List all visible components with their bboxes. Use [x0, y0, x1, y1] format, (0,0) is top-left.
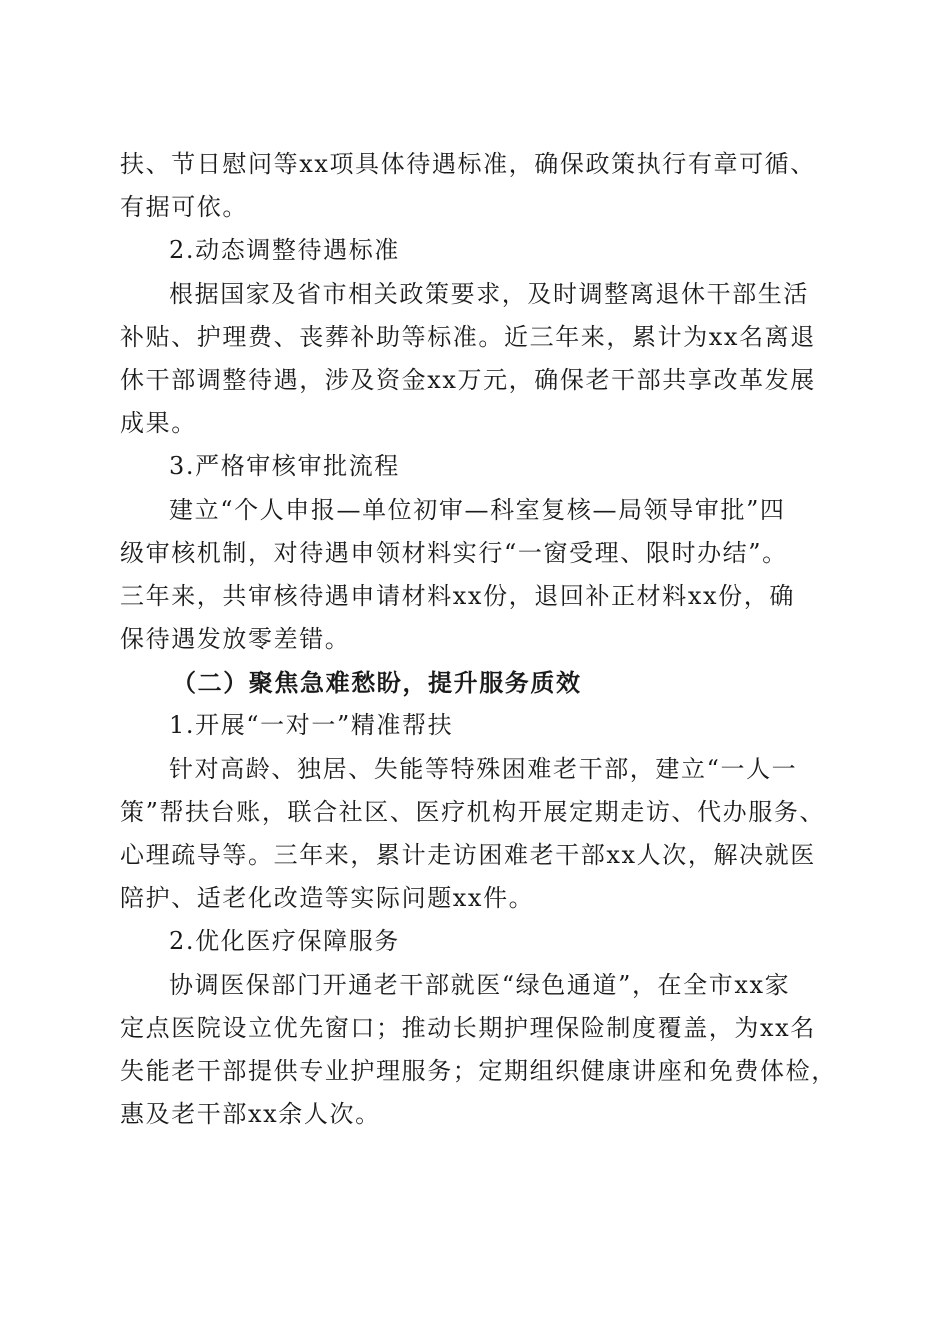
- subsection-heading: 1.开展“一对一”精准帮扶: [169, 711, 454, 740]
- paragraph-line: 扶、节日慰问等xx项具体待遇标准，确保政策执行有章可循、: [120, 150, 816, 178]
- paragraph-line: 休干部调整待遇，涉及资金xx万元，确保老干部共享改革发展: [120, 365, 816, 394]
- paragraph-line: 保待遇发放零差错。: [120, 625, 351, 654]
- subsection-heading: 3.严格审核审批流程: [169, 452, 400, 481]
- paragraph-line: 针对高龄、独居、失能等特殊困难老干部，建立“一人一: [169, 754, 798, 783]
- section-heading: （二）聚焦急难愁盼，提升服务质效: [172, 668, 582, 698]
- paragraph-line: 有据可依。: [120, 193, 248, 222]
- subsection-heading: 2.优化医疗保障服务: [169, 927, 400, 956]
- paragraph-line: 失能老干部提供专业护理服务；定期组织健康讲座和免费体检，: [120, 1056, 837, 1085]
- paragraph-line: 协调医保部门开通老干部就医“绿色通道”，在全市xx家: [169, 970, 791, 999]
- paragraph-line: 根据国家及省市相关政策要求，及时调整离退休干部生活: [169, 279, 809, 308]
- document-body: [120, 143, 837, 1136]
- paragraph-line: 三年来，共审核待遇申请材料xx份，退回补正材料xx份，确: [120, 581, 795, 610]
- paragraph-line: 成果。: [120, 409, 197, 438]
- paragraph-line: 补贴、护理费、丧葬补助等标准。近三年来，累计为xx名离退: [120, 322, 816, 351]
- paragraph-line: 策”帮扶台账，联合社区、医疗机构开展定期走访、代办服务、: [120, 797, 826, 826]
- paragraph-line: 惠及老干部xx余人次。: [120, 1100, 381, 1129]
- paragraph-line: 定点医院设立优先窗口；推动长期护理保险制度覆盖，为xx名: [120, 1013, 816, 1042]
- subsection-heading: 2.动态调整待遇标准: [169, 236, 400, 265]
- paragraph-line: 建立“个人申报—单位初审—科室复核—局领导审批”四: [169, 495, 786, 524]
- paragraph-line: 级审核机制，对待遇申领材料实行“一窗受理、限时办结”。: [120, 538, 788, 567]
- paragraph-line: 心理疏导等。三年来，累计走访困难老干部xx人次，解决就医: [120, 841, 816, 869]
- paragraph-line: 陪护、适老化改造等实际问题xx件。: [120, 884, 535, 913]
